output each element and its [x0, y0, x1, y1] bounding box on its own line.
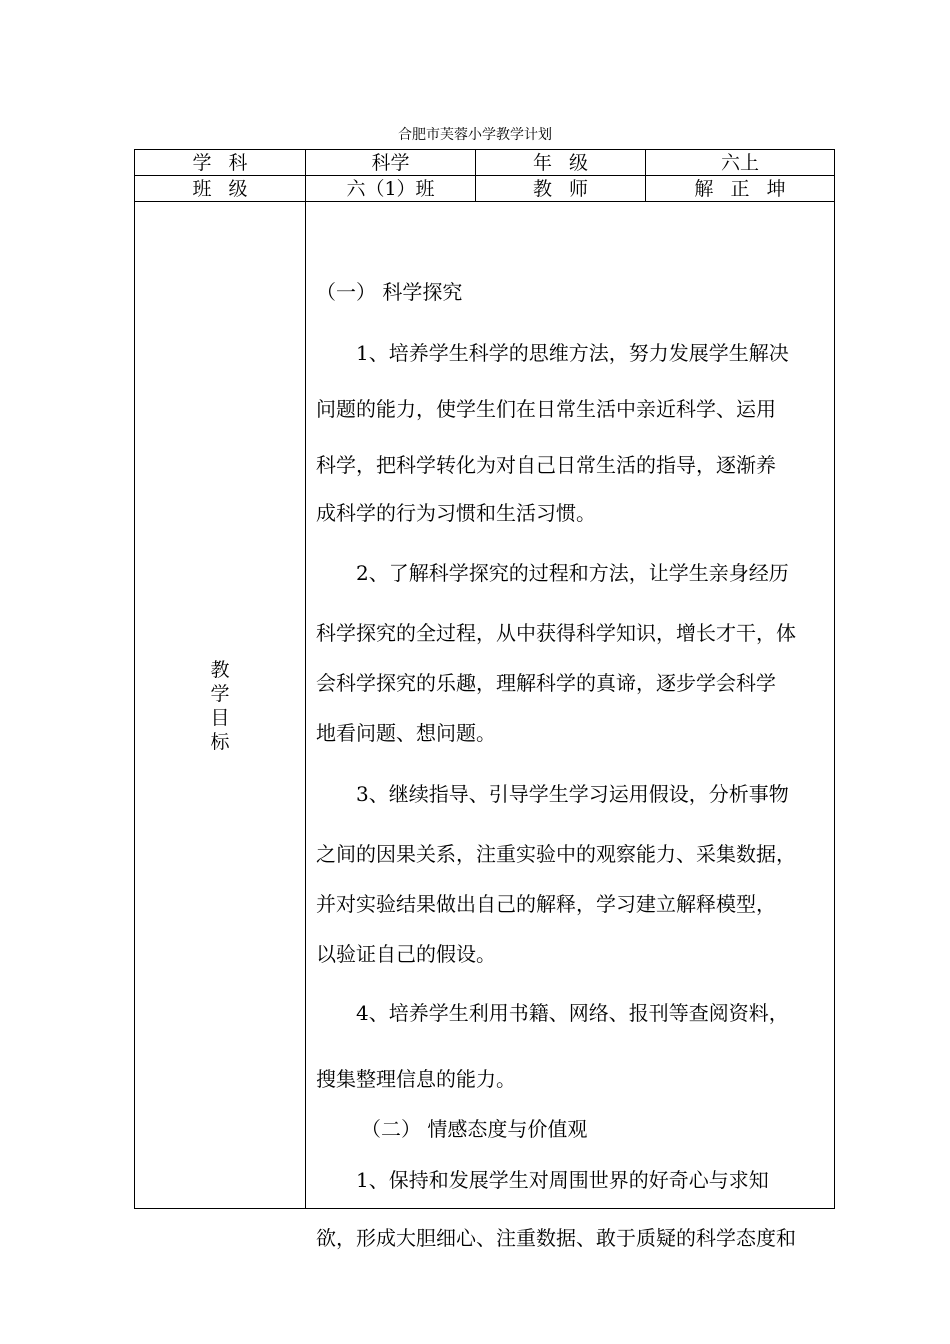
class-label: 班级 — [192, 177, 265, 200]
paragraph-5 — [316, 1168, 828, 1282]
subject-value-cell — [306, 150, 476, 176]
subject-label-cell — [135, 150, 306, 176]
paragraph-1-line-1: 1、培养学生科学的思维方法，努力发展学生解决 — [356, 341, 789, 365]
class-value: 六（1）班 — [346, 177, 435, 200]
paragraph-2 — [316, 561, 828, 777]
paragraph-3 — [316, 782, 828, 998]
paragraph-4 — [316, 1001, 828, 1123]
paragraph-4-line-2: 搜集整理信息的能力。 — [316, 1067, 516, 1091]
objectives-content-cell — [306, 202, 835, 1250]
paragraph-2-line-2: 科学探究的全过程，从中获得科学知识，增长才干，体 — [316, 621, 796, 645]
grade-label-cell — [476, 150, 646, 176]
paragraph-1-line-2: 问题的能力，使学生们在日常生活中亲近科学、运用 — [316, 397, 776, 421]
paragraph-2-line-1: 2、了解科学探究的过程和方法，让学生亲身经历 — [356, 561, 789, 585]
section-heading-attitude: （二） 情感态度与价值观 — [361, 1117, 588, 1141]
paragraph-1-line-3: 科学，把科学转化为对自己日常生活的指导，逐渐养 — [316, 453, 776, 477]
objectives-label-cell — [135, 202, 306, 1209]
objectives-row — [135, 202, 835, 1209]
objectives-content — [306, 202, 834, 1250]
header-row-subject — [135, 150, 835, 176]
teacher-label-cell — [476, 176, 646, 202]
paragraph-5-line-2: 欲，形成大胆细心、注重数据、敢于质疑的科学态度和 — [316, 1226, 796, 1250]
paragraph-3-line-1: 3、继续指导、引导学生学习运用假设，分析事物 — [356, 782, 789, 806]
grade-value: 六上 — [720, 151, 759, 174]
paragraph-5-line-1: 1、保持和发展学生对周围世界的好奇心与求知 — [356, 1168, 769, 1192]
subject-label: 学科 — [192, 151, 265, 174]
header-row-class — [135, 176, 835, 202]
teacher-label: 教师 — [532, 177, 606, 200]
grade-value-cell — [646, 150, 835, 176]
paragraph-3-line-2: 之间的因果关系，注重实验中的观察能力、采集数据， — [316, 842, 796, 866]
class-value-cell — [306, 176, 476, 202]
teacher-value-cell — [646, 176, 835, 202]
section-heading-inquiry: （一） 科学探究 — [316, 280, 463, 304]
objectives-label: 教学目标 — [210, 659, 230, 753]
paragraph-2-line-3: 会科学探究的乐趣，理解科学的真谛，逐步学会科学 — [316, 671, 776, 695]
paragraph-4-line-1: 4、培养学生利用书籍、网络、报刊等查阅资料， — [356, 1001, 789, 1025]
paragraph-2-line-4: 地看问题、想问题。 — [316, 721, 496, 745]
class-label-cell — [135, 176, 306, 202]
grade-label: 年级 — [532, 151, 606, 174]
document-title: 合肥市芙蓉小学教学计划 — [398, 127, 552, 143]
subject-value: 科学 — [371, 151, 410, 174]
paragraph-3-line-3: 并对实验结果做出自己的解释，学习建立解释模型， — [316, 892, 776, 916]
teacher-value: 解正坤 — [694, 177, 803, 200]
paragraph-3-line-4: 以验证自己的假设。 — [316, 942, 496, 966]
plan-table — [134, 149, 835, 1250]
paragraph-1 — [316, 341, 828, 557]
paragraph-1-line-4: 成科学的行为习惯和生活习惯。 — [316, 501, 596, 525]
